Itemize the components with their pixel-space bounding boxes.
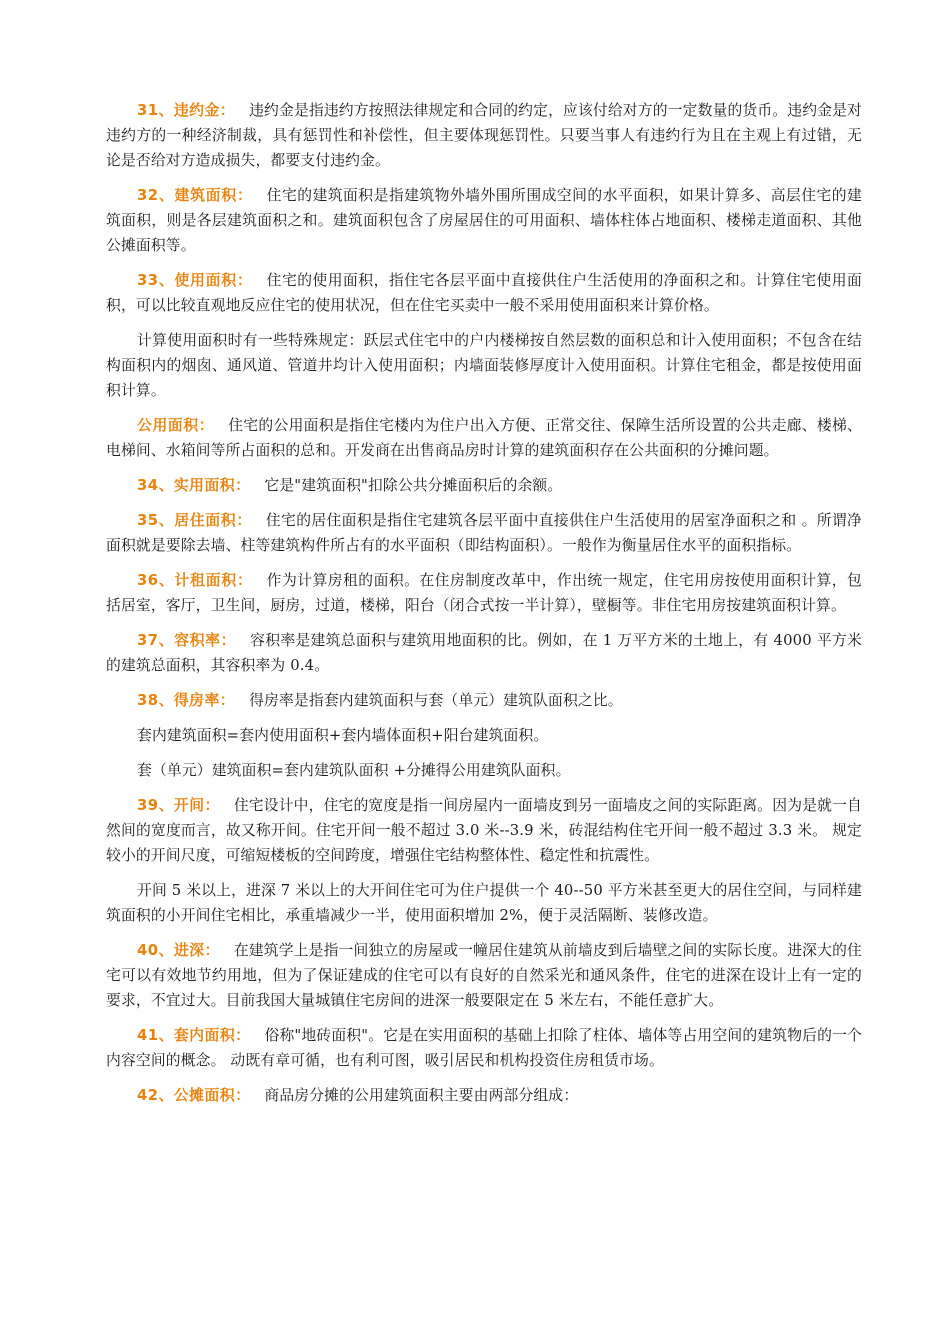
paragraph-text: 作为计算房租的面积。在住房制度改革中，作出统一规定，住宅用房按使用面积计算，包括居室，客厅，卫生间，厨房，过道，楼梯，阳台（闭合式按一半计算），壁橱等。非住宅用房按建筑面积计算。 (106, 572, 863, 614)
term-heading: 36、计租面积： (137, 572, 253, 589)
paragraph-text: 容积率是建筑总面积与建筑用地面积的比。例如，在 1 万平方米的土地上，有 4000 平方米的建筑总面积，其容积率为 0.4。 (106, 632, 863, 674)
paragraph (106, 1023, 862, 1073)
paragraph (106, 98, 862, 173)
paragraph (106, 793, 862, 868)
term-heading: 38、得房率： (137, 692, 236, 709)
paragraph (106, 473, 862, 498)
paragraph-text: 住宅的建筑面积是指建筑物外墙外围所围成空间的水平面积，如果计算多、高层住宅的建筑面积，则是各层建筑面积之和。建筑面积包含了房屋居住的可用面积、墙体柱体占地面积、楼梯走道面积、其他公摊面积等。 (106, 187, 863, 254)
term-heading: 32、建筑面积： (137, 187, 253, 204)
paragraph-text: 计算使用面积时有一些特殊规定：跃层式住宅中的户内楼梯按自然层数的面积总和计入使用面积；不包含在结构面积内的烟囱、通风道、管道井均计入使用面积；内墙面装修厚度计入使用面积。计算住宅租金，都是按使用面积计算。 (106, 332, 862, 399)
paragraph (106, 723, 862, 748)
document-body (106, 98, 862, 1118)
term-heading: 41、套内面积： (137, 1027, 251, 1044)
paragraph (106, 1083, 862, 1108)
term-heading: 37、容积率： (137, 632, 237, 649)
paragraph-text: 住宅的公用面积是指住宅楼内为住户出入方便、正常交往、保障生活所设置的公共走廊、楼梯、电梯间、水箱间等所占面积的总和。开发商在出售商品房时计算的建筑面积存在公共面积的分摊问题。 (106, 417, 862, 459)
paragraph-text: 在建筑学上是指一间独立的房屋或一幢居住建筑从前墙皮到后墙壁之间的实际长度。进深大的住宅可以有效地节约用地，但为了保证建成的住宅可以有良好的自然采光和通风条件，住宅的进深在设计上有一定的要求，不宜过大。目前我国大量城镇住宅房间的进深一般要限定在 5 米左右，不能任意扩大。 (106, 942, 862, 1009)
paragraph (106, 758, 862, 783)
paragraph-text: 商品房分摊的公用建筑面积主要由两部分组成： (264, 1087, 579, 1104)
paragraph-text: 套内建筑面积=套内使用面积+套内墙体面积+阳台建筑面积。 (137, 727, 549, 744)
paragraph (106, 568, 862, 618)
paragraph-text: 住宅的居住面积是指住宅建筑各层平面中直接供住户生活使用的居室净面积之和 。所谓净面积就是要除去墙、柱等建筑构件所占有的水平面积（即结构面积）。一般作为衡量居住水平的面积指标。 (106, 512, 862, 554)
paragraph-text: 俗称"地砖面积"。它是在实用面积的基础上扣除了柱体、墙体等占用空间的建筑物后的一个内容空间的概念。 动既有章可循，也有利可图，吸引居民和机构投资住房租赁市场。 (106, 1027, 863, 1069)
term-heading: 33、使用面积： (137, 272, 253, 289)
paragraph (106, 413, 862, 463)
paragraph (106, 183, 862, 258)
term-heading: 31、违约金： (137, 102, 236, 119)
term-heading: 42、公摊面积： (137, 1087, 251, 1104)
paragraph-text: 得房率是指套内建筑面积与套（单元）建筑队面积之比。 (249, 692, 623, 709)
paragraph (106, 688, 862, 713)
paragraph (106, 268, 862, 318)
term-heading: 39、开间： (137, 797, 220, 814)
paragraph-text: 开间 5 米以上，进深 7 米以上的大开间住宅可为住户提供一个 40--50 平方米甚至更大的居住空间，与同样建筑面积的小开间住宅相比，承重墙减少一半，使用面积增加 2%，便于灵活隔断、装修改造。 (106, 882, 862, 924)
paragraph (106, 878, 862, 928)
paragraph (106, 508, 862, 558)
paragraph (106, 328, 862, 403)
term-heading: 40、进深： (137, 942, 220, 959)
paragraph-text: 住宅的使用面积，指住宅各层平面中直接供住户生活使用的净面积之和。计算住宅使用面积，可以比较直观地反应住宅的使用状况，但在住宅买卖中一般不采用使用面积来计算价格。 (106, 272, 863, 314)
paragraph-text: 它是"建筑面积"扣除公共分摊面积后的余额。 (264, 477, 563, 494)
paragraph (106, 628, 862, 678)
term-heading: 35、居住面积： (137, 512, 252, 529)
paragraph-text: 违约金是指违约方按照法律规定和合同的约定，应该付给对方的一定数量的货币。违约金是对违约方的一种经济制裁，具有惩罚性和补偿性，但主要体现惩罚性。只要当事人有违约行为且在主观上有过错，无论是否给对方造成损失，都要支付违约金。 (106, 102, 863, 169)
term-heading: 34、实用面积： (137, 477, 251, 494)
paragraph-text: 住宅设计中，住宅的宽度是指一间房屋内一面墙皮到另一面墙皮之间的实际距离。因为是就一自然间的宽度而言，故又称开间。住宅开间一般不超过 3.0 米--3.9 米，砖混结构住宅开间一般不超过 3.3 米。 规定较小的开间尺度，可缩短楼板的空间跨度，增强住宅结构整体性、稳定性和抗震性。 (106, 797, 862, 864)
paragraph-text: 套（单元）建筑面积=套内建筑队面积 +分摊得公用建筑队面积。 (137, 762, 571, 779)
term-heading: 公用面积： (137, 417, 215, 434)
paragraph (106, 938, 862, 1013)
